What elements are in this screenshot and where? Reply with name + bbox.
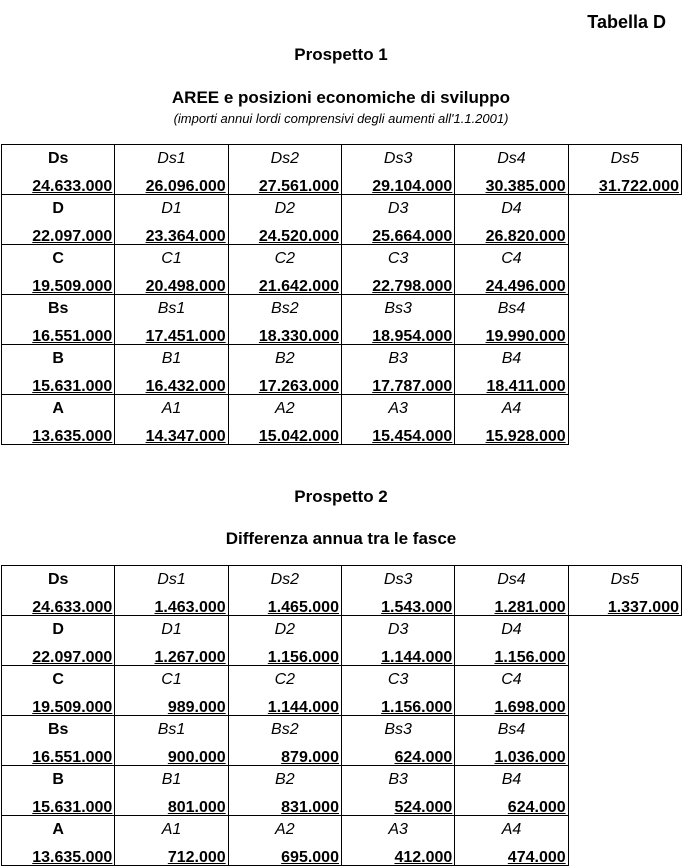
grade-label: Bs4 <box>497 300 526 317</box>
grade-value: 1.465.000 <box>267 599 339 616</box>
grade-value: 24.496.000 <box>485 278 566 295</box>
grade-label: B <box>52 350 64 367</box>
grade-label: Bs3 <box>384 300 412 317</box>
grade-cell <box>2 395 115 445</box>
grade-value: 30.385.000 <box>485 178 566 195</box>
grade-label: B3 <box>388 350 408 367</box>
grade-cell <box>455 295 568 345</box>
document-label: Tabella D <box>587 12 666 32</box>
grade-value: 17.263.000 <box>258 378 339 395</box>
grade-value: 1.281.000 <box>494 599 566 616</box>
grade-cell <box>341 816 454 866</box>
grade-cell <box>115 145 228 195</box>
grade-cell <box>115 666 228 716</box>
table-row <box>2 666 682 716</box>
grade-value: 17.787.000 <box>372 378 453 395</box>
grade-label: D4 <box>501 200 522 217</box>
grade-cell <box>2 345 115 395</box>
grade-label: Ds3 <box>383 571 413 588</box>
grade-value: 15.454.000 <box>372 428 453 445</box>
grade-value: 22.798.000 <box>372 278 453 295</box>
grade-cell <box>568 145 681 195</box>
grade-label: B2 <box>275 350 295 367</box>
table-row <box>2 716 682 766</box>
grade-label: Ds1 <box>157 571 186 588</box>
grade-label: B2 <box>275 771 295 788</box>
grade-cell <box>455 616 568 666</box>
grade-cell <box>2 195 115 245</box>
grade-value: 474.000 <box>507 849 566 866</box>
grade-value: 26.096.000 <box>145 178 226 195</box>
grade-label: A1 <box>161 400 182 417</box>
grade-value: 1.543.000 <box>381 599 453 616</box>
grade-cell <box>115 295 228 345</box>
grade-label: A4 <box>501 400 522 417</box>
grade-value: 1.463.000 <box>154 599 226 616</box>
grade-value: 15.042.000 <box>258 428 339 445</box>
grade-cell <box>341 716 454 766</box>
grade-cell <box>455 245 568 295</box>
grade-cell <box>228 195 341 245</box>
grade-cell <box>115 816 228 866</box>
grade-value: 1.156.000 <box>267 649 339 666</box>
prospetto1-heading: AREE e posizioni economiche di sviluppo <box>171 88 511 107</box>
grade-label: A <box>52 400 64 417</box>
grade-cell <box>341 245 454 295</box>
grade-cell <box>2 245 115 295</box>
grade-label: Bs2 <box>271 300 299 317</box>
grade-label: D1 <box>161 200 182 217</box>
grade-cell <box>115 566 228 616</box>
grade-cell <box>115 716 228 766</box>
grade-cell <box>228 666 341 716</box>
grade-label: A3 <box>388 400 408 417</box>
grade-cell <box>115 616 228 666</box>
grade-label: C3 <box>387 671 409 688</box>
grade-value: 1.698.000 <box>494 699 566 716</box>
grade-label: A2 <box>275 821 295 838</box>
grade-value: 19.990.000 <box>485 328 566 345</box>
grade-cell <box>341 295 454 345</box>
grade-value: 18.954.000 <box>372 328 453 345</box>
grade-value: 13.635.000 <box>32 849 113 866</box>
grade-cell <box>228 395 341 445</box>
table-row <box>2 295 682 345</box>
grade-value: 19.509.000 <box>32 699 113 716</box>
grade-label: C1 <box>161 671 182 688</box>
grade-value: 1.144.000 <box>381 649 453 666</box>
grade-cell <box>341 145 454 195</box>
grade-cell <box>2 666 115 716</box>
grade-label: C4 <box>501 250 522 267</box>
grade-value: 21.642.000 <box>258 278 339 295</box>
grade-value: 15.928.000 <box>485 428 566 445</box>
grade-value: 879.000 <box>281 749 339 766</box>
grade-cell <box>455 195 568 245</box>
grade-label: D <box>52 621 64 638</box>
grade-label: Bs <box>47 721 69 738</box>
grade-label: Bs1 <box>157 300 186 317</box>
grade-value: 1.337.000 <box>607 599 679 616</box>
grade-label: D1 <box>161 621 182 638</box>
grade-value: 31.722.000 <box>598 178 679 195</box>
grade-value: 1.144.000 <box>267 699 339 716</box>
grade-value: 15.631.000 <box>32 799 113 816</box>
grade-label: B4 <box>501 350 522 367</box>
table-row <box>2 345 682 395</box>
grade-cell <box>341 666 454 716</box>
grade-label: C <box>52 250 64 267</box>
grade-value: 24.520.000 <box>258 228 339 245</box>
grade-value: 16.551.000 <box>32 328 113 345</box>
grade-cell <box>228 816 341 866</box>
grade-cell <box>115 195 228 245</box>
grade-value: 26.820.000 <box>485 228 566 245</box>
grade-label: A <box>52 821 64 838</box>
grade-cell <box>341 566 454 616</box>
grade-label: Ds2 <box>270 571 300 588</box>
grade-label: Bs1 <box>157 721 186 738</box>
table-row <box>2 145 682 195</box>
grade-cell <box>228 566 341 616</box>
grade-value: 14.347.000 <box>145 428 226 445</box>
grade-value: 712.000 <box>167 849 226 866</box>
empty-cell <box>568 295 681 345</box>
grade-value: 18.411.000 <box>486 378 566 395</box>
grade-cell <box>455 566 568 616</box>
grade-cell <box>115 245 228 295</box>
grade-cell <box>455 145 568 195</box>
grade-label: Bs2 <box>271 721 299 738</box>
prospetto2-table <box>1 565 682 866</box>
grade-cell <box>228 716 341 766</box>
grade-label: Ds5 <box>610 571 640 588</box>
grade-value: 1.267.000 <box>154 649 226 666</box>
grade-value: 24.633.000 <box>32 178 113 195</box>
grade-value: 412.000 <box>394 849 453 866</box>
grade-label: B1 <box>161 771 182 788</box>
empty-cell <box>568 716 681 766</box>
grade-value: 17.451.000 <box>145 328 226 345</box>
grade-cell <box>455 395 568 445</box>
grade-cell <box>2 566 115 616</box>
grade-cell <box>341 395 454 445</box>
empty-cell <box>568 766 681 816</box>
grade-cell <box>115 395 228 445</box>
grade-cell <box>455 666 568 716</box>
grade-label: D3 <box>387 200 409 217</box>
grade-cell <box>341 616 454 666</box>
grade-value: 624.000 <box>507 799 566 816</box>
grade-cell <box>2 145 115 195</box>
grade-label: C4 <box>501 671 522 688</box>
empty-cell <box>568 245 681 295</box>
grade-value: 18.330.000 <box>258 328 339 345</box>
table-row <box>2 816 682 866</box>
grade-label: B4 <box>501 771 522 788</box>
grade-label: A4 <box>501 821 522 838</box>
grade-label: Ds <box>47 150 69 167</box>
grade-value: 989.000 <box>167 699 226 716</box>
prospetto2-heading: Differenza annua tra le fasce <box>225 529 457 548</box>
grade-label: Bs3 <box>384 721 412 738</box>
grade-label: Ds3 <box>383 150 413 167</box>
grade-cell <box>115 345 228 395</box>
grade-label: Ds4 <box>497 150 526 167</box>
grade-cell <box>455 766 568 816</box>
table-row <box>2 616 682 666</box>
grade-label: A1 <box>161 821 182 838</box>
grade-value: 20.498.000 <box>145 278 226 295</box>
grade-cell <box>228 295 341 345</box>
empty-cell <box>568 195 681 245</box>
grade-value: 23.364.000 <box>145 228 226 245</box>
grade-label: D <box>52 200 64 217</box>
grade-label: B1 <box>161 350 182 367</box>
empty-cell <box>568 395 681 445</box>
grade-cell <box>228 145 341 195</box>
grade-cell <box>341 345 454 395</box>
grade-value: 1.036.000 <box>494 749 566 766</box>
grade-cell <box>455 816 568 866</box>
grade-label: C3 <box>387 250 409 267</box>
table-row <box>2 245 682 295</box>
grade-value: 15.631.000 <box>32 378 113 395</box>
grade-value: 13.635.000 <box>32 428 113 445</box>
empty-cell <box>568 666 681 716</box>
grade-label: D4 <box>501 621 522 638</box>
prospetto1-title: Prospetto 1 <box>294 45 388 64</box>
grade-label: B3 <box>388 771 408 788</box>
prospetto1-table <box>1 144 682 445</box>
grade-value: 900.000 <box>167 749 226 766</box>
grade-cell <box>2 295 115 345</box>
grade-value: 695.000 <box>281 849 339 866</box>
empty-cell <box>568 816 681 866</box>
grade-value: 22.097.000 <box>32 649 113 666</box>
grade-value: 29.104.000 <box>372 178 453 195</box>
grade-label: C1 <box>161 250 182 267</box>
grade-cell <box>115 766 228 816</box>
grade-value: 1.156.000 <box>381 699 453 716</box>
grade-label: Ds5 <box>610 150 640 167</box>
grade-cell <box>455 716 568 766</box>
table-row <box>2 395 682 445</box>
grade-cell <box>228 345 341 395</box>
grade-cell <box>568 566 681 616</box>
table-row <box>2 195 682 245</box>
grade-value: 22.097.000 <box>32 228 113 245</box>
grade-value: 16.551.000 <box>32 749 113 766</box>
grade-label: A2 <box>275 400 295 417</box>
grade-cell <box>228 616 341 666</box>
grade-cell <box>341 195 454 245</box>
grade-value: 624.000 <box>394 749 453 766</box>
prospetto1-subheading: (importi annui lordi comprensivi degli aumenti all'1.1.2001) <box>173 111 509 126</box>
grade-cell <box>341 766 454 816</box>
grade-label: D2 <box>274 200 296 217</box>
grade-cell <box>2 816 115 866</box>
grade-label: Ds4 <box>497 571 526 588</box>
grade-label: C2 <box>274 671 296 688</box>
empty-cell <box>568 345 681 395</box>
grade-value: 831.000 <box>281 799 339 816</box>
grade-label: D3 <box>387 621 409 638</box>
grade-label: A3 <box>388 821 408 838</box>
grade-label: D2 <box>274 621 296 638</box>
grade-value: 25.664.000 <box>372 228 453 245</box>
grade-label: Ds <box>47 571 69 588</box>
grade-label: Bs4 <box>497 721 526 738</box>
grade-cell <box>2 716 115 766</box>
prospetto2-title: Prospetto 2 <box>294 487 388 506</box>
grade-cell <box>228 245 341 295</box>
grade-value: 524.000 <box>394 799 453 816</box>
grade-value: 27.561.000 <box>258 178 339 195</box>
table-row <box>2 766 682 816</box>
grade-label: C <box>52 671 64 688</box>
grade-label: Bs <box>47 300 69 317</box>
grade-value: 1.156.000 <box>494 649 566 666</box>
grade-label: C2 <box>274 250 296 267</box>
grade-cell <box>228 766 341 816</box>
grade-label: Ds2 <box>270 150 300 167</box>
grade-value: 801.000 <box>167 799 226 816</box>
grade-label: Ds1 <box>157 150 186 167</box>
grade-cell <box>455 345 568 395</box>
table-row <box>2 566 682 616</box>
empty-cell <box>568 616 681 666</box>
grade-value: 24.633.000 <box>32 599 113 616</box>
grade-cell <box>2 616 115 666</box>
grade-label: B <box>52 771 64 788</box>
grade-value: 16.432.000 <box>145 378 226 395</box>
grade-cell <box>2 766 115 816</box>
grade-value: 19.509.000 <box>32 278 113 295</box>
